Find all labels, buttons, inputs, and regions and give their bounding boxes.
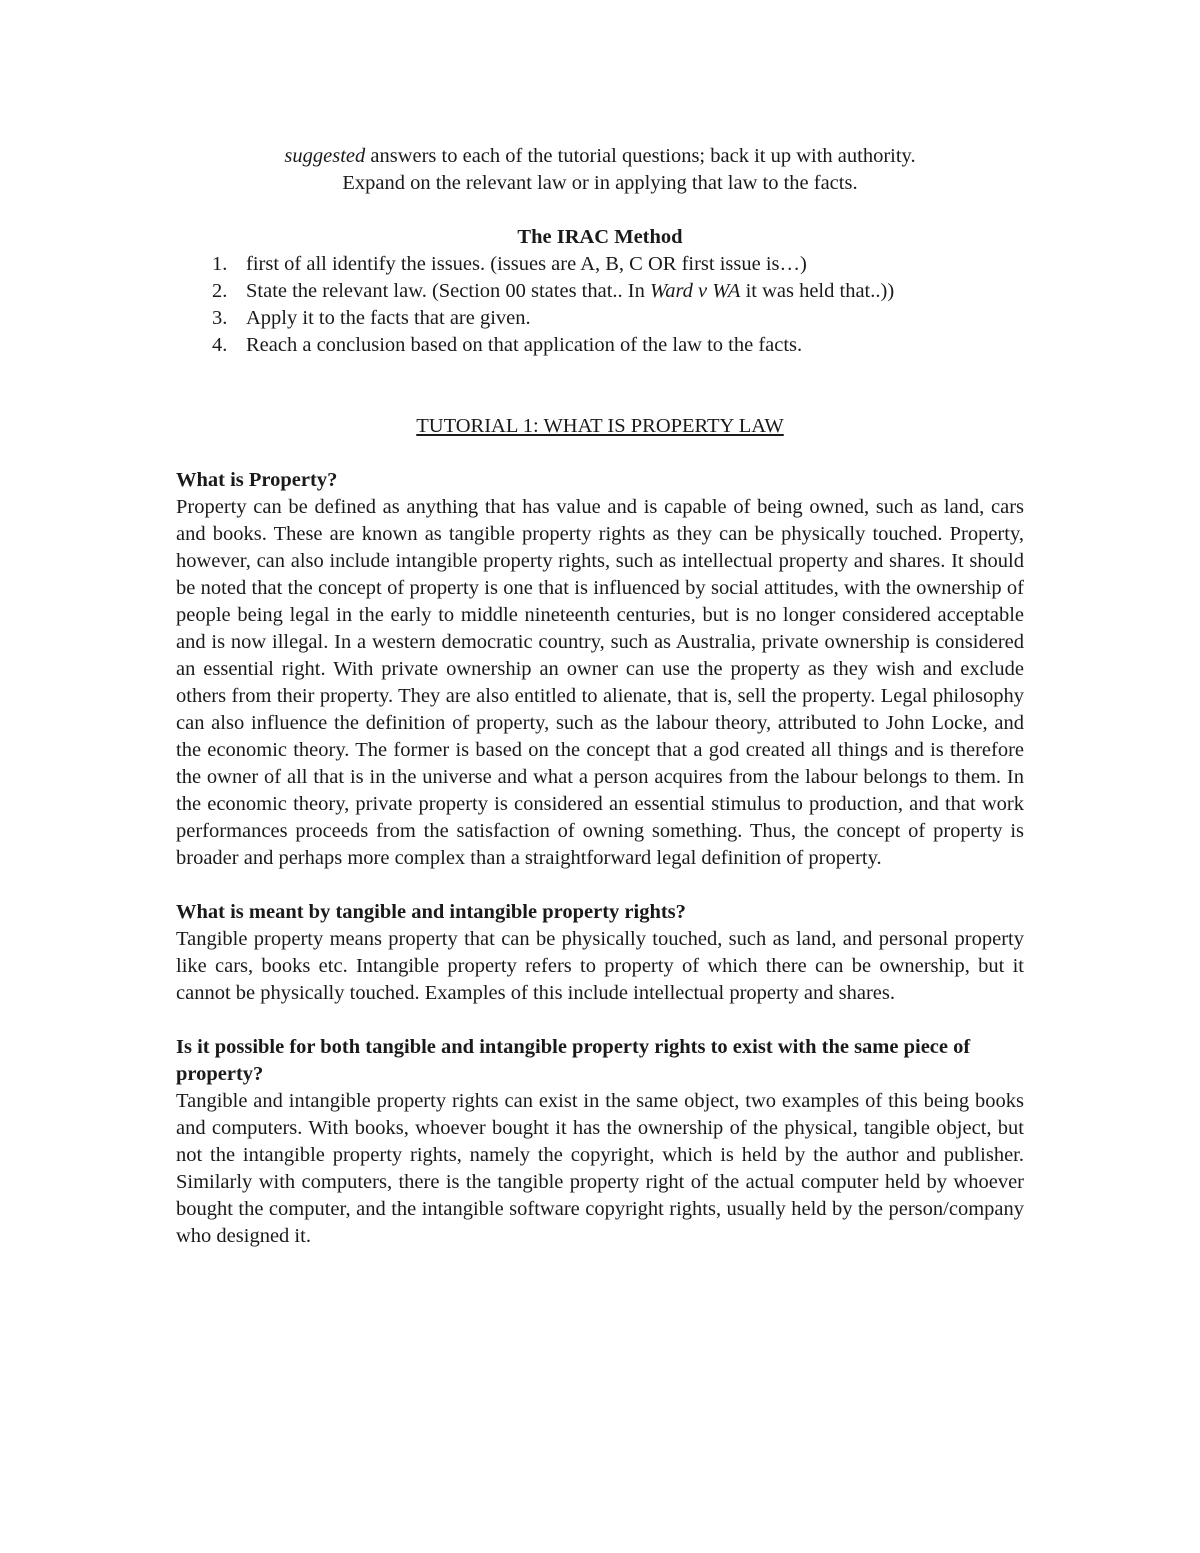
- answer-paragraph: Tangible property means property that can be physically touched, such as land, and personal property like cars, books etc. Intangible property refers to property of which there can be ownership, but it cannot be physically touched. Examples of this include intellectual property and shares.: [176, 928, 1024, 1004]
- question-heading: Is it possible for both tangible and intangible property rights to exist with the same piece of property?: [176, 1036, 971, 1085]
- irac-step: [176, 332, 1024, 359]
- intro-emphasis: suggested: [284, 145, 366, 167]
- answer-paragraph: Tangible and intangible property rights can exist in the same object, two examples of this being books and computers. With books, whoever bought it has the ownership of the physical, tangible object, but not the intangible property rights, namely the copyright, which is held by the author and publisher. Similarly with computers, there is the tangible property right of the actual computer held by whoever bought the computer, and the intangible software copyright rights, usually held by the person/company who designed it.: [176, 1090, 1024, 1247]
- step-text: State the relevant law. (Section 00 states that.. In: [246, 280, 650, 302]
- intro-line-2: Expand on the relevant law or in applying that law to the facts.: [342, 172, 858, 194]
- irac-title: The IRAC Method: [517, 226, 683, 248]
- step-number: 3.: [212, 307, 228, 329]
- tutorial-heading: TUTORIAL 1: WHAT IS PROPERTY LAW: [416, 415, 784, 437]
- intro-line-1-text: answers to each of the tutorial questions; back it up with authority.: [365, 145, 916, 167]
- irac-steps-list: [176, 251, 1024, 359]
- document-page: [176, 143, 1024, 1250]
- irac-step: [176, 278, 1024, 305]
- answer-paragraph: Property can be defined as anything that has value and is capable of being owned, such as land, cars and books. These are known as tangible property rights as they can be physically touched. Property, however, can also include intangible property rights, such as intellectual property and shares. It should be noted that the concept of property is one that is influenced by social attitudes, with the ownership of people being legal in the early to middle nineteenth centuries, but is no longer considered acceptable and is now illegal. In a western democratic country, such as Australia, private ownership is considered an essential right. With private ownership an owner can use the property as they wish and exclude others from their property. They are also entitled to alienate, that is, sell the property. Legal philosophy can also influence the definition of property, such as the labour theory, attributed to John Locke, and the economic theory. The former is based on the concept that a god created all things and is therefore the owner of all that is in the universe and what a person acquires from the labour belongs to them. In the economic theory, private property is considered an essential stimulus to production, and that work performances proceeds from the satisfaction of owning something. Thus, the concept of property is broader and perhaps more complex than a straightforward legal definition of property.: [176, 496, 1024, 869]
- question-heading: What is Property?: [176, 469, 338, 491]
- step-number: 2.: [212, 280, 228, 302]
- question-heading: What is meant by tangible and intangible property rights?: [176, 901, 686, 923]
- intro-block: [176, 143, 1024, 197]
- irac-step: [176, 251, 1024, 278]
- step-number: 4.: [212, 334, 228, 356]
- step-text-continued: it was held that..)): [740, 280, 895, 302]
- step-text: Apply it to the facts that are given.: [246, 307, 531, 329]
- step-text: Reach a conclusion based on that application of the law to the facts.: [246, 334, 803, 356]
- step-number: 1.: [212, 253, 228, 275]
- step-text: first of all identify the issues. (issues are A, B, C OR first issue is…): [246, 253, 807, 275]
- case-name: Ward v WA: [650, 280, 741, 302]
- intro-line-1: [176, 143, 1024, 170]
- irac-step: [176, 305, 1024, 332]
